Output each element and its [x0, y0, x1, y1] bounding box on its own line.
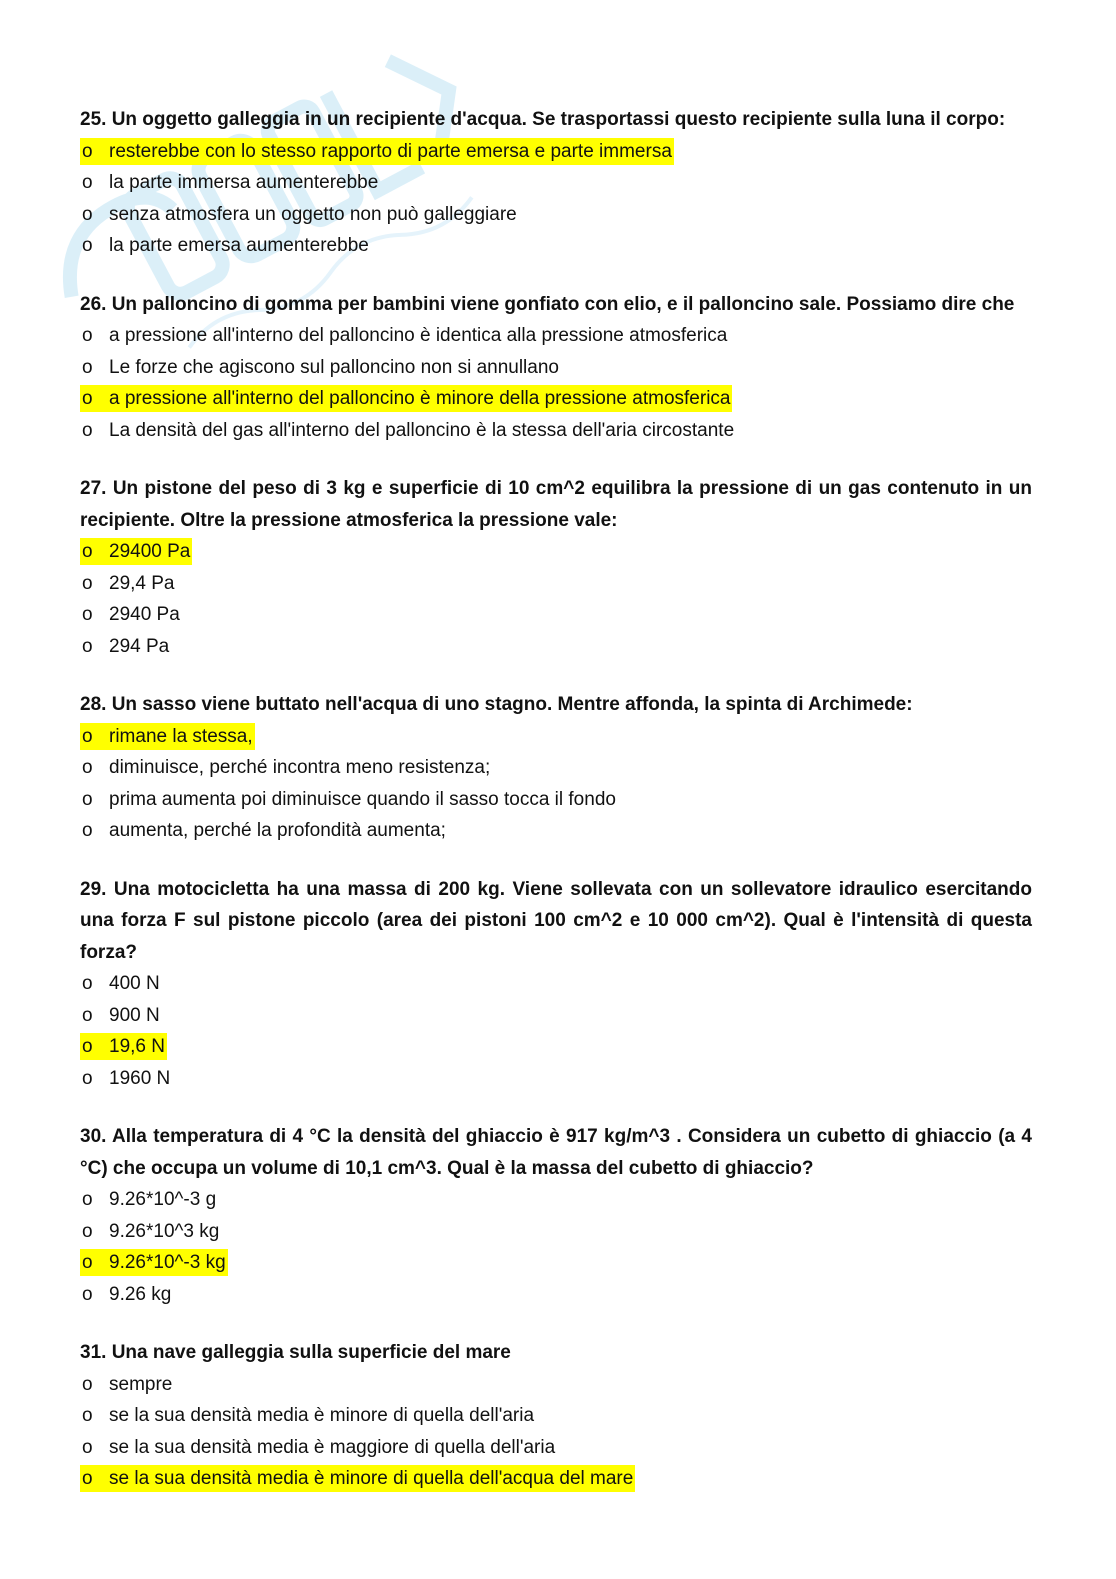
answer-option-highlighted: [80, 536, 1032, 568]
option-row: [80, 169, 380, 196]
answer-option-highlighted: [80, 1463, 1032, 1495]
option-text: resterebbe con lo stesso rapporto di parte emersa e parte immersa: [109, 140, 672, 162]
option-text: 29,4 Pa: [109, 572, 175, 594]
option-row: [80, 817, 448, 844]
circle-bullet-icon: o: [82, 388, 93, 409]
answer-option: [80, 230, 1032, 262]
option-row: [80, 1033, 167, 1060]
question-stem: Un palloncino di gomma per bambini viene gonfiato con elio, e il palloncino sale. Possiamo dire che: [111, 293, 1015, 315]
answer-option: [80, 752, 1032, 784]
option-text: prima aumenta poi diminuisce quando il sasso tocca il fondo: [109, 788, 616, 810]
question-stem: Alla temperatura di 4 °C la densità del ghiaccio è 917 kg/m^3 . Considera un cubetto di ghiaccio (a 4 °C) che occupa un volume di 10,1 cm^3. Qual è la massa del cubetto di ghiaccio?: [80, 1126, 1032, 1179]
option-text: se la sua densità media è minore di quella dell'aria: [109, 1405, 535, 1426]
option-row: [80, 1434, 557, 1461]
answer-option: [80, 1000, 1032, 1032]
option-text: 900 N: [109, 1004, 160, 1026]
option-text: la parte emersa aumenterebbe: [109, 235, 369, 256]
question-text: [80, 874, 1032, 969]
answer-option: [80, 1400, 1032, 1432]
question-29: [80, 874, 1032, 1095]
answer-options: [80, 320, 1032, 446]
option-text: 1960 N: [109, 1067, 171, 1089]
circle-bullet-icon: o: [82, 356, 93, 378]
option-row: [80, 1402, 536, 1429]
answer-options: [80, 1369, 1032, 1495]
question-number: 28.: [80, 694, 107, 715]
option-row: [80, 1249, 228, 1276]
circle-bullet-icon: o: [82, 604, 93, 625]
answer-option: [80, 1063, 1032, 1095]
option-text: 2940 Pa: [109, 604, 180, 625]
option-row: [80, 417, 736, 444]
option-row: [80, 1465, 635, 1492]
answer-option-highlighted: [80, 383, 1032, 415]
option-text: la parte immersa aumenterebbe: [109, 172, 379, 193]
answer-option: [80, 784, 1032, 816]
option-row: [80, 201, 519, 228]
answer-option: [80, 968, 1032, 1000]
answer-options: [80, 721, 1032, 847]
question-text: [80, 289, 1032, 321]
option-row: [80, 570, 177, 597]
option-text: se la sua densità media è minore di quella dell'acqua del mare: [109, 1468, 634, 1489]
circle-bullet-icon: o: [82, 788, 93, 810]
option-text: 9.26 kg: [109, 1283, 172, 1305]
question-25: [80, 104, 1032, 262]
option-row: [80, 754, 492, 781]
question-text: [80, 689, 1032, 721]
option-row: [80, 1371, 174, 1398]
answer-option: [80, 1184, 1032, 1216]
option-text: 19,6 N: [109, 1036, 165, 1057]
circle-bullet-icon: o: [82, 572, 93, 594]
answer-options: [80, 968, 1032, 1094]
question-31: [80, 1337, 1032, 1495]
option-text: 294 Pa: [109, 635, 170, 657]
answer-option: [80, 352, 1032, 384]
circle-bullet-icon: o: [82, 1252, 93, 1273]
option-text: 29400 Pa: [109, 541, 191, 562]
circle-bullet-icon: o: [82, 1373, 93, 1395]
answer-option: [80, 631, 1032, 663]
option-row: [80, 723, 255, 750]
question-27: [80, 473, 1032, 662]
circle-bullet-icon: o: [82, 1468, 93, 1489]
circle-bullet-icon: o: [82, 541, 93, 562]
option-text: a pressione all'interno del palloncino è minore della pressione atmosferica: [109, 388, 731, 409]
question-28: [80, 689, 1032, 847]
question-number: 31.: [80, 1342, 107, 1363]
circle-bullet-icon: o: [82, 172, 93, 193]
option-text: 9.26*10^3 kg: [109, 1220, 220, 1242]
question-text: [80, 1337, 1032, 1369]
answer-options: [80, 136, 1032, 262]
circle-bullet-icon: o: [82, 1004, 93, 1026]
answer-option-highlighted: [80, 1247, 1032, 1279]
question-stem: Una nave galleggia sulla superficie del mare: [111, 1342, 511, 1363]
option-text: a pressione all'interno del palloncino è identica alla pressione atmosferica: [109, 325, 728, 346]
answer-option: [80, 167, 1032, 199]
question-number: 26.: [80, 293, 107, 315]
question-text: [80, 1121, 1032, 1184]
circle-bullet-icon: o: [82, 203, 93, 225]
circle-bullet-icon: o: [82, 1405, 93, 1426]
option-text: 9.26*10^-3 kg: [109, 1252, 226, 1273]
question-text: [80, 104, 1032, 136]
circle-bullet-icon: o: [82, 820, 93, 841]
option-row: [80, 1281, 173, 1308]
circle-bullet-icon: o: [82, 1436, 93, 1458]
option-row: [80, 633, 171, 660]
option-row: [80, 322, 729, 349]
question-stem: Un sasso viene buttato nell'acqua di uno stagno. Mentre affonda, la spinta di Archimede:: [111, 694, 913, 715]
option-text: 9.26*10^-3 g: [109, 1189, 217, 1210]
answer-option: [80, 415, 1032, 447]
option-text: La densità del gas all'interno del palloncino è la stessa dell'aria circostante: [109, 419, 735, 441]
option-text: rimane la stessa,: [109, 725, 253, 747]
question-stem: Un pistone del peso di 3 kg e superficie di 10 cm^2 equilibra la pressione di un gas contenuto in un recipiente. Oltre la pressione atmosferica la pressione vale:: [80, 478, 1033, 531]
option-text: Le forze che agiscono sul palloncino non si annullano: [109, 356, 559, 378]
answer-option: [80, 320, 1032, 352]
option-row: [80, 138, 674, 165]
question-30: [80, 1121, 1032, 1310]
answer-option: [80, 1369, 1032, 1401]
option-row: [80, 538, 192, 565]
answer-option: [80, 599, 1032, 631]
circle-bullet-icon: o: [82, 757, 93, 778]
question-number: 27.: [80, 478, 107, 499]
option-row: [80, 1186, 218, 1213]
answer-options: [80, 536, 1032, 662]
option-text: 400 N: [109, 973, 160, 994]
question-stem: Una motocicletta ha una massa di 200 kg. Viene sollevata con un sollevatore idraulico esercitando una forza F sul pistone piccolo (area dei pistoni 100 cm^2 e 10 000 cm^2). Qual è l'intensità di questa forza?: [80, 878, 1032, 963]
option-row: [80, 1065, 172, 1092]
option-text: senza atmosfera un oggetto non può galleggiare: [109, 203, 517, 225]
answer-option: [80, 199, 1032, 231]
answer-option-highlighted: [80, 721, 1032, 753]
answer-option: [80, 1432, 1032, 1464]
circle-bullet-icon: o: [82, 1283, 93, 1305]
option-text: sempre: [109, 1373, 173, 1395]
option-text: diminuisce, perché incontra meno resistenza;: [109, 757, 491, 778]
circle-bullet-icon: o: [82, 325, 93, 346]
question-26: [80, 289, 1032, 447]
question-stem: Un oggetto galleggia in un recipiente d'acqua. Se trasportassi questo recipiente sulla luna il corpo:: [111, 109, 1006, 130]
circle-bullet-icon: o: [82, 635, 93, 657]
option-row: [80, 1002, 162, 1029]
answer-option: [80, 815, 1032, 847]
circle-bullet-icon: o: [82, 973, 93, 994]
answer-option: [80, 1279, 1032, 1311]
answer-option: [80, 1216, 1032, 1248]
option-row: [80, 970, 162, 997]
circle-bullet-icon: o: [82, 1189, 93, 1210]
option-row: [80, 232, 371, 259]
option-text: se la sua densità media è maggiore di quella dell'aria: [109, 1436, 556, 1458]
option-row: [80, 385, 732, 412]
circle-bullet-icon: o: [82, 1220, 93, 1242]
circle-bullet-icon: o: [82, 419, 93, 441]
quiz-page: [80, 104, 1032, 1522]
question-number: 29.: [80, 878, 107, 900]
answer-options: [80, 1184, 1032, 1310]
answer-option: [80, 568, 1032, 600]
option-row: [80, 601, 182, 628]
circle-bullet-icon: o: [82, 140, 93, 162]
option-row: [80, 1218, 221, 1245]
circle-bullet-icon: o: [82, 1036, 93, 1057]
circle-bullet-icon: o: [82, 725, 93, 747]
question-number: 25.: [80, 109, 107, 130]
answer-option-highlighted: [80, 1031, 1032, 1063]
question-text: [80, 473, 1032, 536]
option-row: [80, 354, 561, 381]
option-text: aumenta, perché la profondità aumenta;: [109, 820, 446, 841]
option-row: [80, 786, 618, 813]
question-number: 30.: [80, 1126, 107, 1147]
circle-bullet-icon: o: [82, 1067, 93, 1089]
circle-bullet-icon: o: [82, 235, 93, 256]
answer-option-highlighted: [80, 136, 1032, 168]
